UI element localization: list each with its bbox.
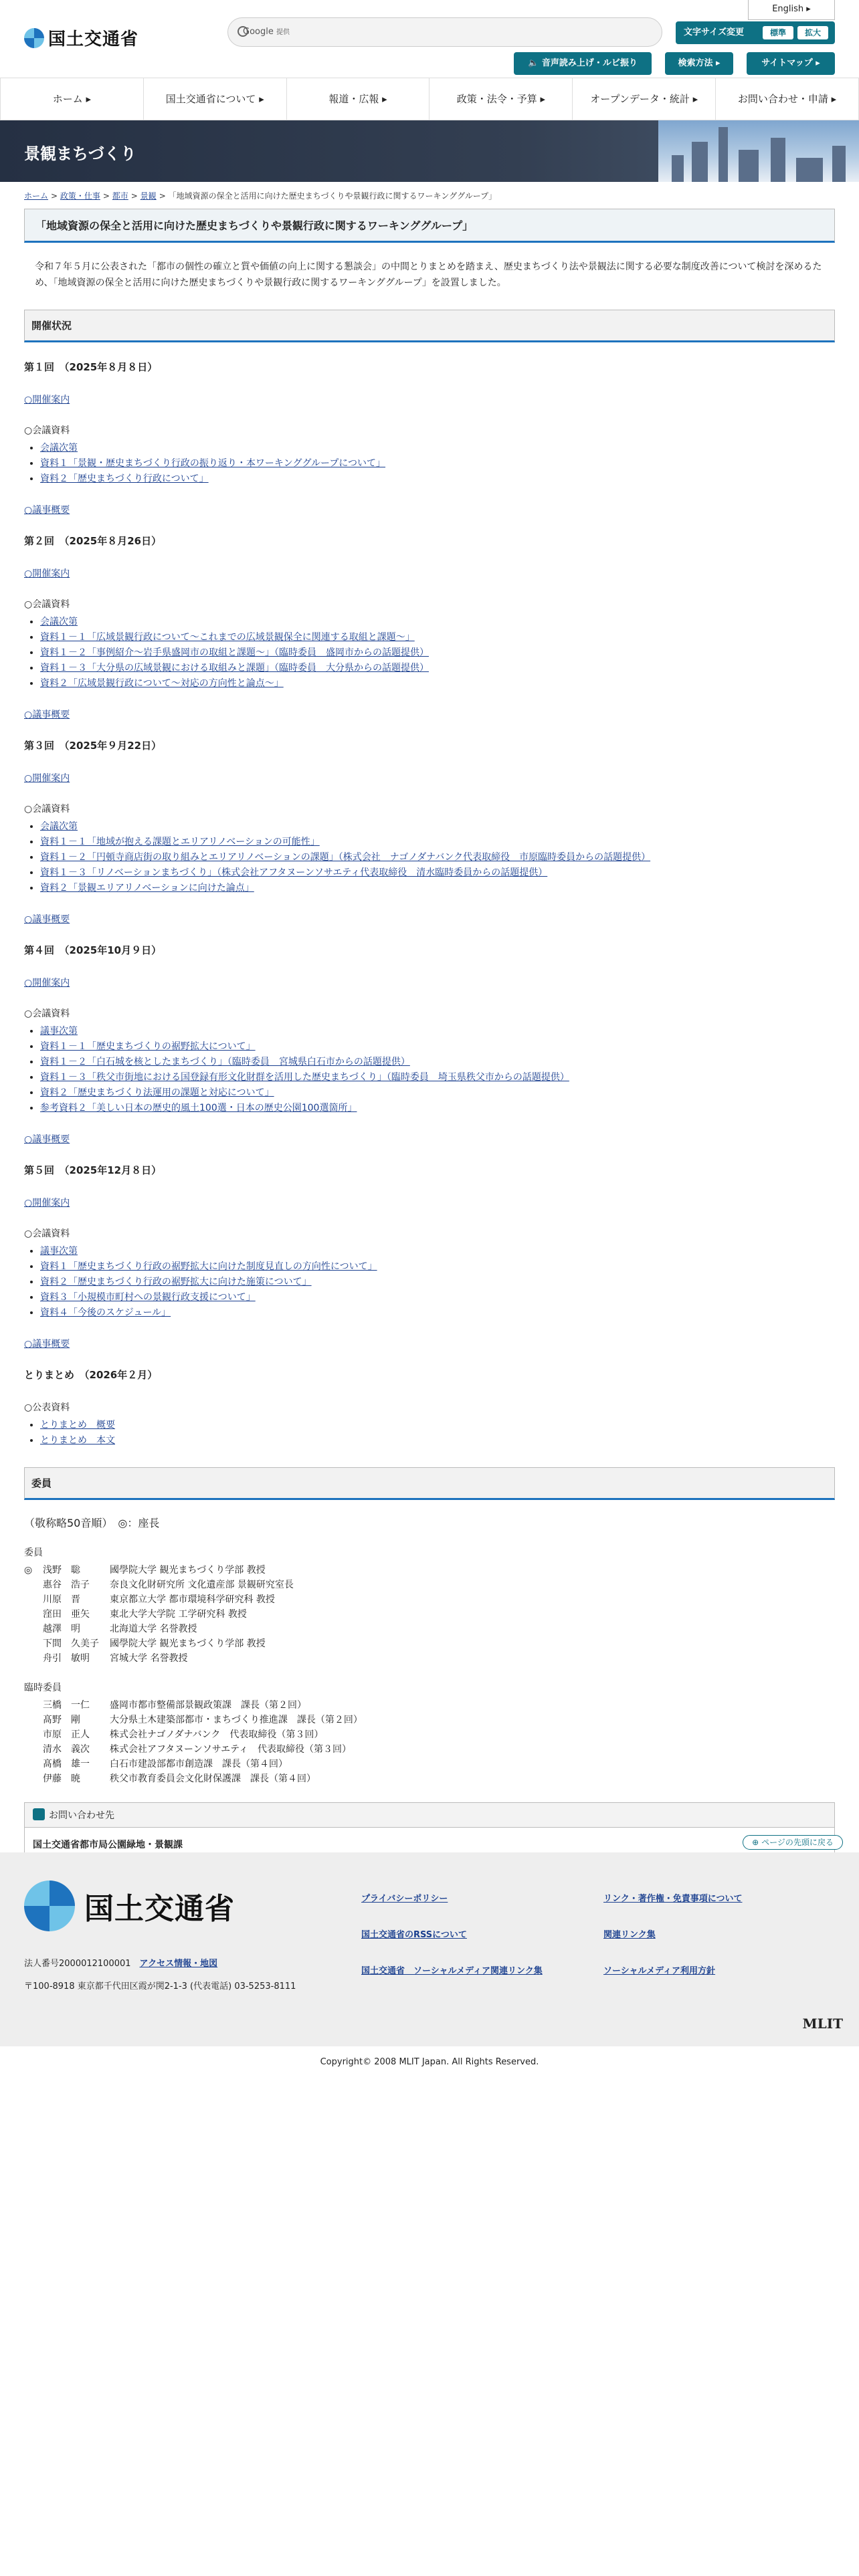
meeting-docs (24, 597, 835, 691)
sitemap-button[interactable]: サイトマップ ▸ (747, 52, 835, 75)
members-block (24, 1516, 835, 1786)
meeting-doc-link[interactable]: 資料１－３「秩父市街地における国登録有形文化財群を活用した歴史まちづくり」（臨時委員 埼玉県秩父市からの話題提供） (40, 1072, 569, 1083)
search-input[interactable] (227, 17, 662, 47)
meeting-4 (24, 943, 835, 1146)
members-note: （敬称略50音順） ◎：座長 (24, 1517, 160, 1529)
list-item (40, 865, 835, 881)
breadcrumb: ホーム > 政策・仕事 > 都市 > 景観 > 「地域資源の保全と活用に向けた歴史まちづくりや景観行政に関するワーキンググループ」 (24, 191, 497, 201)
member-row (24, 1578, 835, 1592)
english-link[interactable]: English ▸ (748, 0, 835, 20)
meeting-notice-link[interactable]: ○開催案内 (24, 395, 70, 405)
footer-info (24, 1953, 296, 1998)
list-item (40, 471, 835, 487)
member-affiliation: 國學院大学 観光まちづくり学部 教授 (110, 1565, 266, 1576)
fontsize-control (676, 21, 835, 44)
meeting-doc-link[interactable]: 資料１－３「大分県の広域景観における取組みと課題」（臨時委員 大分県からの話題提供） (40, 663, 429, 673)
nav-contact[interactable]: お問い合わせ・申請 ▸ (716, 78, 859, 120)
member-name: 越澤 明 (43, 1624, 80, 1634)
final-summary-link[interactable]: とりまとめ 概要 (40, 1420, 115, 1430)
list-item (40, 1259, 835, 1275)
list-item (40, 1070, 835, 1085)
back-to-top-button[interactable]: ⊕ ページの先頭に戻る (743, 1835, 843, 1850)
member-row (24, 1636, 835, 1651)
list-item (40, 1101, 835, 1116)
member-name: 三橋 一仁 (43, 1700, 90, 1711)
meeting-summary-link[interactable]: ○議事概要 (24, 505, 70, 516)
list-item (40, 1305, 835, 1321)
meeting-doc-link[interactable]: 参考資料２「美しい日本の歴史的風土100選・日本の歴史公園100選箇所」 (40, 1103, 357, 1113)
meeting-title: 第５回 （2025年12月８日） (24, 1164, 162, 1176)
site-header (0, 0, 859, 78)
meeting-doc-link[interactable]: 会議次第 (40, 821, 78, 832)
chair-mark (24, 1636, 43, 1651)
chair-mark (24, 1592, 43, 1607)
meeting-summary-link[interactable]: ○議事概要 (24, 1134, 70, 1145)
member-affiliation: 國學院大学 観光まちづくり学部 教授 (110, 1638, 266, 1649)
logo-text: 国土交通省 (48, 29, 139, 49)
meeting-summary-link[interactable]: ○議事概要 (24, 914, 70, 925)
meeting-doc-link[interactable]: 資料３「小規模市町村への景観行政支援について」 (40, 1292, 256, 1303)
member-name: 浅野 聡 (43, 1565, 80, 1576)
chair-mark (24, 1607, 43, 1622)
member-row (24, 1607, 835, 1622)
meeting-doc-link[interactable]: 資料２「歴史まちづくり行政の裾野拡大に向けた施策について」 (40, 1277, 312, 1287)
breadcrumb-policy[interactable]: 政策・仕事 (60, 191, 100, 201)
nav-opendata[interactable]: オープンデータ・統計 ▸ (573, 78, 716, 120)
member-row (24, 1592, 835, 1607)
meeting-doc-link[interactable]: 資料２「歴史まちづくり行政について」 (40, 473, 209, 484)
member-affiliation: 宮城大学 名誉教授 (110, 1653, 188, 1664)
contact-header: お問い合わせ先 (25, 1803, 834, 1828)
speaker-icon: 🔈 (528, 58, 539, 68)
search-method-button[interactable]: 検索方法 ▸ (665, 52, 733, 75)
list-item (40, 1290, 835, 1305)
final-body-link[interactable]: とりまとめ 本文 (40, 1435, 115, 1446)
fontsize-label: 文字サイズ変更 (684, 27, 744, 37)
meeting-docs-label: ○会議資料 (24, 1008, 70, 1019)
fontsize-standard-button[interactable]: 標準 (763, 26, 793, 39)
banner-title: 景観まちづくり (24, 144, 136, 163)
meeting-title: 第２回 （2025年８月26日） (24, 535, 162, 547)
list-item (40, 881, 835, 896)
contact-icon (33, 1808, 45, 1820)
access-link[interactable]: アクセス情報・地図 (139, 1959, 218, 1969)
meeting-doc-link[interactable]: 議事次第 (40, 1246, 78, 1257)
member-name: 下間 久美子 (43, 1638, 99, 1649)
meeting-notice-link[interactable]: ○開催案内 (24, 978, 70, 988)
main-content (24, 209, 835, 1879)
voice-button[interactable]: 🔈 音声読み上げ・ルビ振り (514, 52, 652, 75)
social-links-link[interactable]: 国土交通省 ソーシャルメディア関連リンク集 (361, 1966, 543, 1976)
list-item (40, 850, 835, 865)
meeting-docs-label: ○会議資料 (24, 425, 70, 436)
final-docs (24, 1400, 835, 1448)
meeting-summary-link[interactable]: ○議事概要 (24, 1339, 70, 1350)
temp-member-row (24, 1742, 835, 1757)
temp-member-row (24, 1757, 835, 1772)
meeting-1 (24, 360, 835, 516)
member-name: 市原 正人 (43, 1729, 90, 1740)
meeting-doc-link[interactable]: 資料２「広域景観行政について～対応の方向性と論点～」 (40, 678, 284, 689)
list-item (40, 1024, 835, 1039)
meeting-notice-link[interactable]: ○開催案内 (24, 773, 70, 784)
member-affiliation: 盛岡市都市整備部景観政策課 課長（第２回） (110, 1700, 306, 1711)
section-members-heading: 委員 (24, 1467, 835, 1500)
meeting-docs (24, 423, 835, 487)
page-title: 「地域資源の保全と活用に向けた歴史まちづくりや景観行政に関するワーキンググループ」 (24, 209, 835, 243)
list-item (40, 456, 835, 471)
breadcrumb-home[interactable]: ホーム (24, 191, 49, 201)
copyright-link[interactable]: リンク・著作権・免責事項について (603, 1894, 743, 1904)
member-affiliation: 東北大学大学院 工学研究科 教授 (110, 1609, 247, 1620)
meeting-notice-link[interactable]: ○開催案内 (24, 1198, 70, 1208)
mlit-wordmark: MLIT (802, 2016, 843, 2032)
site-footer (0, 1852, 859, 2046)
final-report (24, 1368, 835, 1448)
meeting-doc-link[interactable]: 資料４「今後のスケジュール」 (40, 1307, 171, 1318)
meeting-docs (24, 1006, 835, 1116)
member-affiliation: 株式会社アフタヌーンソサエティ 代表取締役（第３回） (110, 1744, 352, 1755)
chair-mark (24, 1651, 43, 1666)
temp-members-label: 臨時委員 (24, 1683, 62, 1693)
list-item (40, 441, 835, 456)
meeting-doc-link[interactable]: 資料１－２「円頓寺商店街の取り組みとエリアリノベーションの課題」（株式会社 ナゴノダナバンク代表取締役 市原臨時委員からの話題提供） (40, 852, 651, 863)
temp-member-row (24, 1698, 835, 1713)
intro-text: 令和７年５月に公表された「都市の個性の確立と質や価値の向上に関する懇談会」の中間とりまとめを踏まえ、歴史まちづくり法や景観法に関する必要な制度改善について検討を深めるため、「地域資源の保全と活用に向けた歴史まちづくりや景観行政に関するワーキンググループ」を設置しました。 (35, 261, 822, 288)
temp-member-row (24, 1727, 835, 1742)
meeting-doc-link[interactable]: 資料１－２「白石城を核としたまちづくり」（臨時委員 宮城県白石市からの話題提供） (40, 1057, 410, 1067)
meeting-doc-link[interactable]: 資料１－２「事例紹介～岩手県盛岡市の取組と課題～」（臨時委員 盛岡市からの話題提供） (40, 647, 429, 658)
member-name: 髙野 剛 (43, 1715, 80, 1725)
arrow-up-icon: ⊕ (752, 1838, 759, 1847)
chair-mark (24, 1622, 43, 1636)
member-affiliation: 東京都立大学 都市環境科学研究科 教授 (110, 1594, 275, 1605)
member-affiliation: 北海道大学 名誉教授 (110, 1624, 197, 1634)
member-row (24, 1651, 835, 1666)
regular-members-label: 委員 (24, 1547, 43, 1558)
meeting-title: 第３回 （2025年９月22日） (24, 740, 162, 752)
member-name: 舟引 敏明 (43, 1653, 90, 1664)
member-row (24, 1563, 835, 1578)
meeting-doc-link[interactable]: 会議次第 (40, 443, 78, 453)
meeting-2 (24, 534, 835, 721)
related-links-link[interactable]: 関連リンク集 (603, 1930, 656, 1940)
meeting-doc-link[interactable]: 資料１－１「広域景観行政について～これまでの広域景観保全に関連する取組と課題～」 (40, 632, 415, 643)
meeting-docs-label: ○会議資料 (24, 1228, 70, 1239)
meeting-summary-link[interactable]: ○議事概要 (24, 710, 70, 720)
section-status-heading: 開催状況 (24, 310, 835, 342)
meeting-docs-label: ○会議資料 (24, 599, 70, 610)
list-item (40, 1085, 835, 1101)
meeting-docs-label: ○会議資料 (24, 804, 70, 815)
meeting-5 (24, 1163, 835, 1350)
list-item (40, 645, 835, 661)
member-affiliation: 奈良文化財研究所 文化遺産部 景観研究室長 (110, 1580, 294, 1590)
list-item (40, 1055, 835, 1070)
global-nav (0, 78, 859, 120)
meeting-doc-link[interactable]: 資料２「景観エリアリノベーションに向けた論点」 (40, 883, 254, 893)
site-logo[interactable] (24, 25, 138, 50)
list-item (40, 1275, 835, 1290)
meeting-docs (24, 802, 835, 896)
temp-member-row (24, 1713, 835, 1727)
meeting-doc-link[interactable]: 資料１－１「地域が抱える課題とエリアリノベーションの可能性」 (40, 837, 320, 847)
meetings-list (24, 360, 835, 1350)
nav-home[interactable]: ホーム ▸ (0, 78, 144, 120)
member-name: 惠谷 浩子 (43, 1580, 90, 1590)
search-brand: Google 提供 (243, 27, 290, 37)
footer-address: 〒100-8918 東京都千代田区霞が関2-1-3 (代表電話) 03-5253-8111 (24, 1981, 296, 1992)
banner-cityscape (658, 120, 859, 182)
regular-members-list (24, 1563, 835, 1666)
list-item (40, 1039, 835, 1055)
breadcrumb-landscape[interactable]: 景観 (140, 191, 157, 201)
member-row (24, 1622, 835, 1636)
list-item (40, 1244, 835, 1259)
meeting-doc-link[interactable]: 資料１－３「リノベーションまちづくり」（株式会社アフタヌーンソサエティ代表取締役 清水臨時委員からの話題提供） (40, 867, 548, 878)
meeting-title: 第４回 （2025年10月９日） (24, 944, 162, 956)
meeting-doc-link[interactable]: 資料１－１「歴史まちづくりの裾野拡大について」 (40, 1041, 256, 1052)
member-affiliation: 秩父市教育委員会文化財保護課 課長（第４回） (110, 1774, 316, 1784)
meeting-notice-link[interactable]: ○開催案内 (24, 568, 70, 579)
list-item (40, 630, 835, 645)
meeting-title: 第１回 （2025年８月８日） (24, 361, 158, 373)
nav-press[interactable]: 報道・広報 ▸ (287, 78, 430, 120)
member-name: 窪田 亜矢 (43, 1609, 90, 1620)
mlit-logo-icon (24, 1881, 75, 1931)
final-title: とりまとめ （2026年２月） (24, 1369, 158, 1381)
contact-org: 国土交通省都市局公園緑地・景観課 (33, 1840, 183, 1850)
chair-mark: ◎ (24, 1565, 33, 1576)
footer-logo[interactable] (24, 1881, 235, 1931)
meeting-3 (24, 738, 835, 926)
meeting-doc-link[interactable]: 資料２「歴史まちづくり法運用の課題と対応について」 (40, 1087, 274, 1098)
fontsize-large-button[interactable]: 拡大 (797, 26, 828, 39)
final-docs-label: ○公表資料 (24, 1402, 70, 1413)
footer-logo-text: 国土交通省 (84, 1892, 235, 1926)
copyright: Copyright© 2008 MLIT Japan. All Rights Reserved. (320, 2057, 539, 2067)
nav-policy[interactable]: 政策・法令・予算 ▸ (430, 78, 573, 120)
member-affiliation: 株式会社ナゴノダナバンク 代表取締役（第３回） (110, 1729, 324, 1740)
mlit-logo-icon (24, 28, 44, 48)
member-name: 清水 義次 (43, 1744, 90, 1755)
member-affiliation: 白石市建設部都市創造課 課長（第４回） (110, 1759, 288, 1769)
member-affiliation: 大分県土木建築部都市・まちづくり推進課 課長（第２回） (110, 1715, 363, 1725)
list-item (40, 661, 835, 676)
corp-number: 法人番号2000012100001 (24, 1959, 131, 1969)
list-item (40, 676, 835, 691)
temp-members-list (24, 1698, 835, 1786)
meeting-docs (24, 1226, 835, 1321)
member-name: 川原 晋 (43, 1594, 80, 1605)
temp-member-row (24, 1772, 835, 1786)
meeting-doc-link[interactable]: 資料１「歴史まちづくり行政の裾野拡大に向けた制度見直しの方向性について」 (40, 1261, 377, 1272)
member-name: 髙橋 雄一 (43, 1759, 90, 1769)
member-name: 伊藤 暁 (43, 1774, 80, 1784)
breadcrumb-city[interactable]: 都市 (112, 191, 128, 201)
chair-mark (24, 1578, 43, 1592)
rss-link[interactable]: 国土交通省のRSSについて (361, 1930, 467, 1940)
meeting-doc-link[interactable]: 議事次第 (40, 1026, 78, 1037)
privacy-link[interactable]: プライバシーポリシー (361, 1894, 448, 1904)
meeting-doc-link[interactable]: 資料１「景観・歴史まちづくり行政の振り返り・本ワーキンググループについて」 (40, 458, 386, 469)
list-item (40, 819, 835, 835)
meeting-doc-link[interactable]: 会議次第 (40, 617, 78, 627)
list-item (40, 835, 835, 850)
social-policy-link[interactable]: ソーシャルメディア利用方針 (603, 1966, 716, 1976)
page-banner (0, 120, 859, 182)
nav-about[interactable]: 国土交通省について ▸ (144, 78, 287, 120)
breadcrumb-current: 「地域資源の保全と活用に向けた歴史まちづくりや景観行政に関するワーキンググループ」 (168, 191, 497, 201)
list-item (40, 615, 835, 630)
